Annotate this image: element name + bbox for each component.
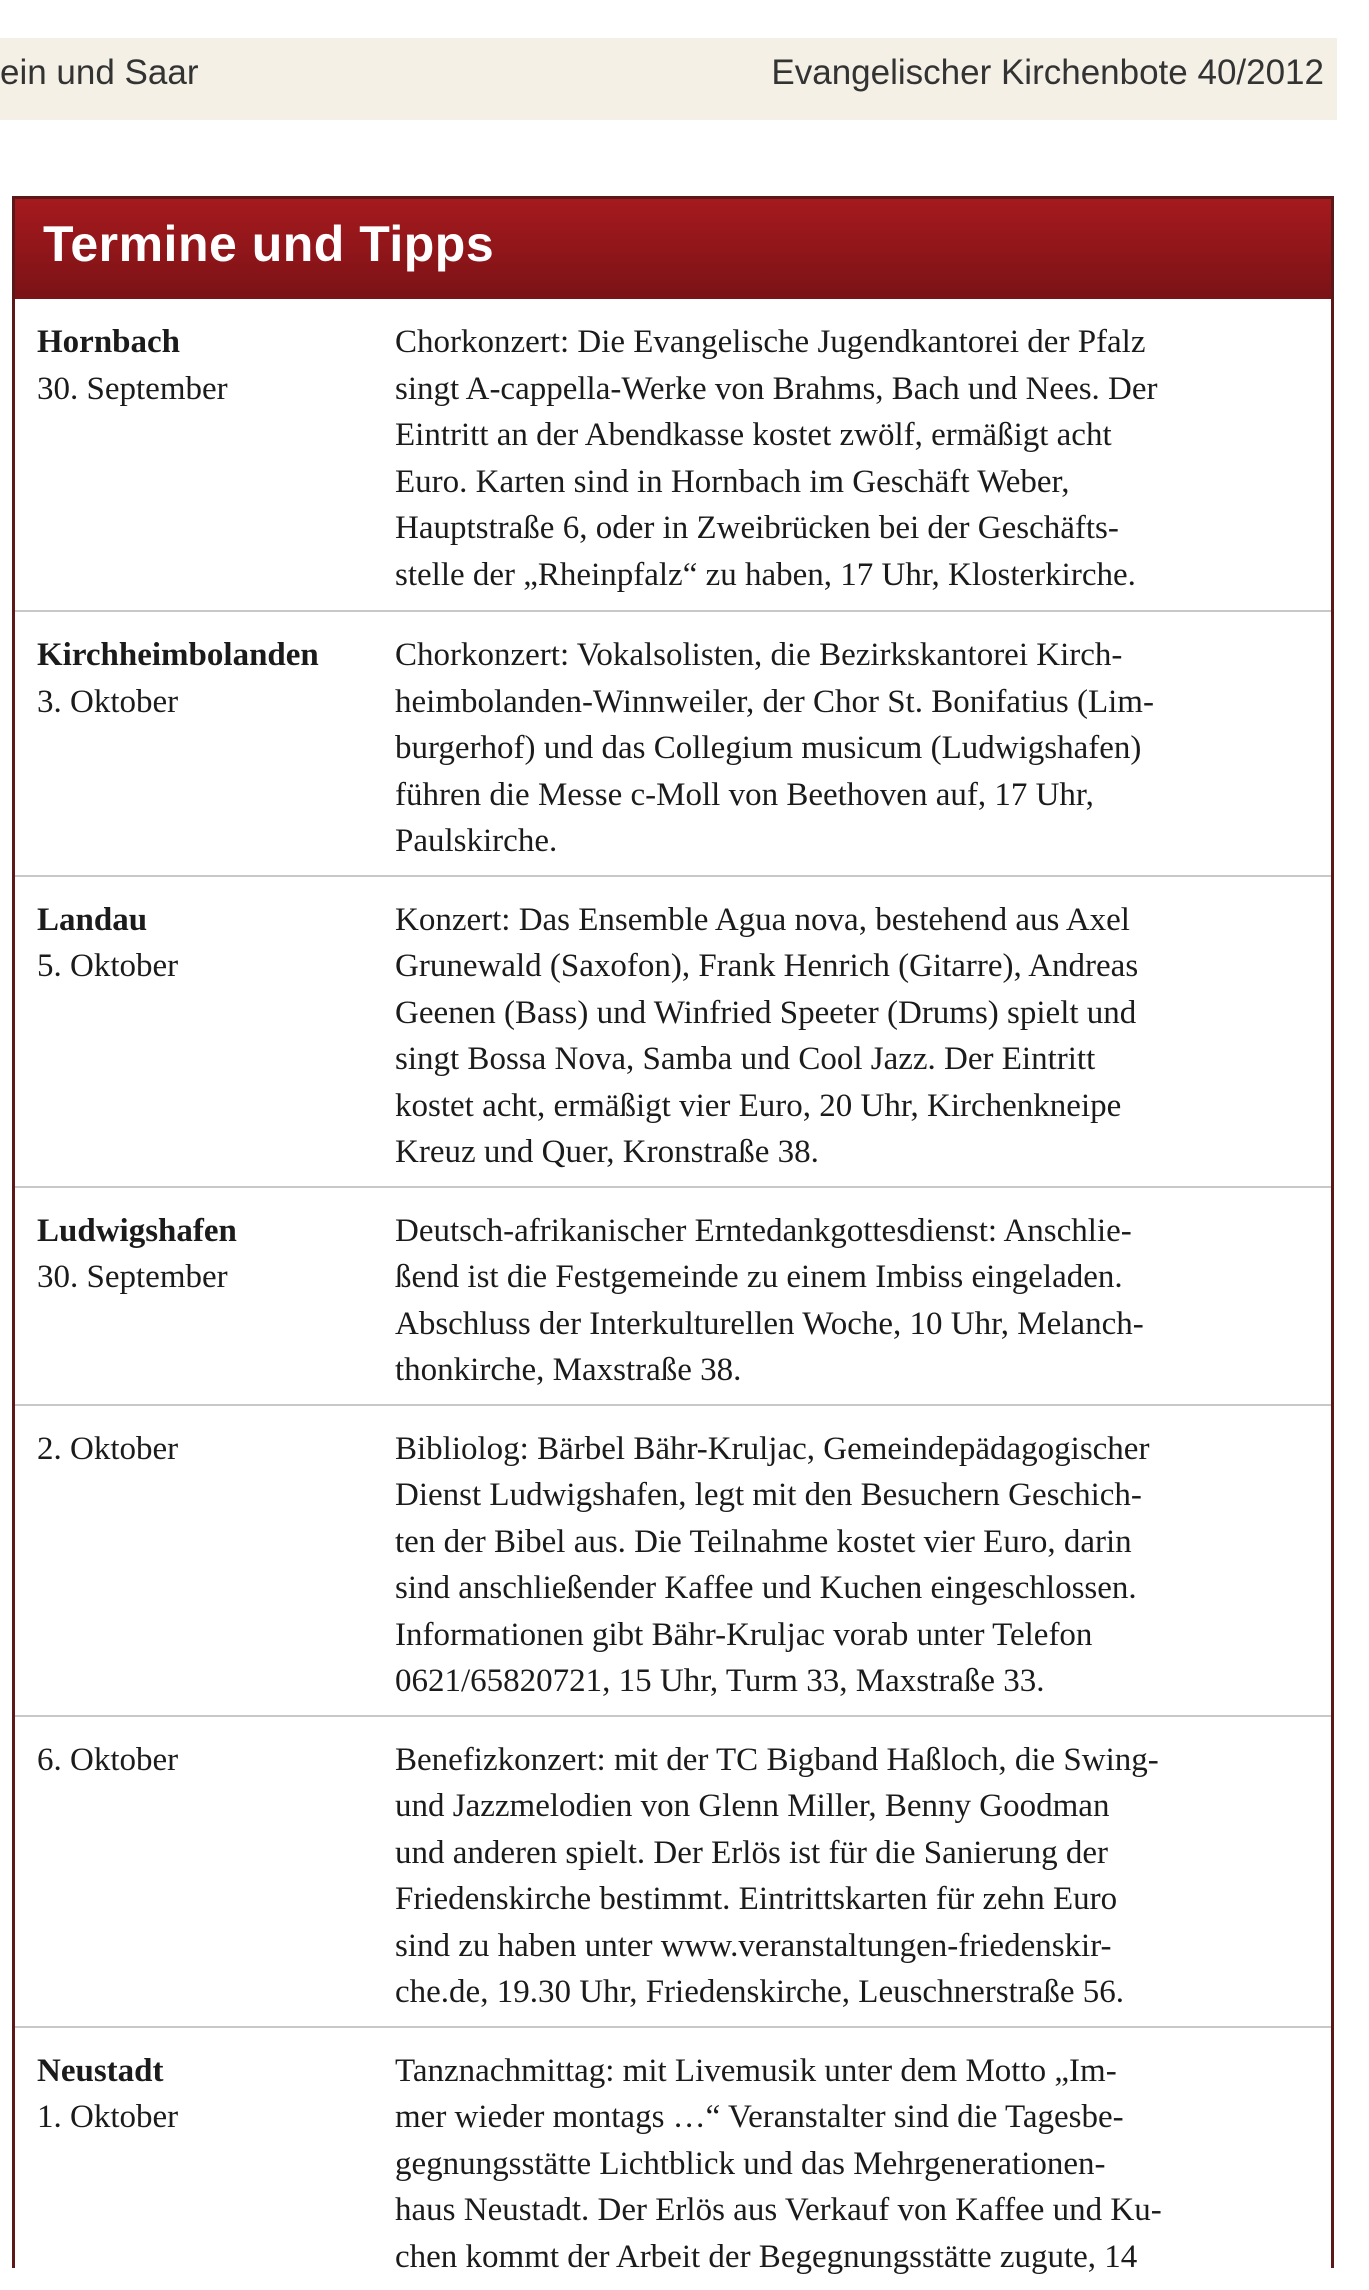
event-description bbox=[395, 1208, 1317, 1394]
event-description-line: haus Neustadt. Der Erlös aus Verkauf von Kaffee und Ku- bbox=[395, 2187, 1317, 2234]
page-header-section: ein und Saar bbox=[0, 53, 198, 93]
event-description-line: Paulskirche. bbox=[395, 818, 1317, 865]
event-description-line: ten der Bibel aus. Die Teilnahme kostet vier Euro, darin bbox=[395, 1519, 1317, 1566]
event-description bbox=[395, 1737, 1317, 2016]
event-meta bbox=[37, 1426, 387, 1473]
event-description-line: Geenen (Bass) und Winfried Speeter (Drums) spielt und bbox=[395, 990, 1317, 1037]
event-place: Neustadt bbox=[37, 2048, 387, 2095]
event-row bbox=[15, 610, 1331, 875]
event-description-line: Friedenskirche bestimmt. Eintrittskarten für zehn Euro bbox=[395, 1876, 1317, 1923]
event-description-line: und Jazzmelodien von Glenn Miller, Benny Goodman bbox=[395, 1783, 1317, 1830]
event-row bbox=[15, 875, 1331, 1186]
event-meta bbox=[37, 897, 387, 990]
event-description bbox=[395, 2048, 1317, 2281]
event-description-line: sind anschließender Kaffee und Kuchen eingeschlossen. bbox=[395, 1565, 1317, 1612]
event-date: 2. Oktober bbox=[37, 1426, 387, 1473]
event-description-line: gegnungsstätte Lichtblick und das Mehrgenerationen- bbox=[395, 2141, 1317, 2188]
event-description-line: Konzert: Das Ensemble Agua nova, bestehend aus Axel bbox=[395, 897, 1317, 944]
event-row bbox=[15, 1186, 1331, 1404]
events-box bbox=[12, 196, 1334, 2268]
event-description bbox=[395, 319, 1317, 598]
event-description-line: ßend ist die Festgemeinde zu einem Imbiss eingeladen. bbox=[395, 1254, 1317, 1301]
event-row bbox=[15, 1404, 1331, 1715]
event-description-line: Euro. Karten sind in Hornbach im Geschäft Weber, bbox=[395, 459, 1317, 506]
event-description-line: Deutsch-afrikanischer Erntedankgottesdienst: Anschlie- bbox=[395, 1208, 1317, 1255]
event-description-line: sind zu haben unter www.veranstaltungen-friedenskir- bbox=[395, 1923, 1317, 1970]
event-meta bbox=[37, 2048, 387, 2141]
event-description-line: Informationen gibt Bähr-Kruljac vorab unter Telefon bbox=[395, 1612, 1317, 1659]
event-description-line: 0621/65820721, 15 Uhr, Turm 33, Maxstraße 33. bbox=[395, 1658, 1317, 1705]
event-row bbox=[15, 299, 1331, 610]
event-description-line: Chorkonzert: Vokalsolisten, die Bezirkskantorei Kirch- bbox=[395, 632, 1317, 679]
event-description-line: Tanznachmittag: mit Livemusik unter dem Motto „Im- bbox=[395, 2048, 1317, 2095]
event-row bbox=[15, 2026, 1331, 2290]
event-row bbox=[15, 1715, 1331, 2026]
event-description bbox=[395, 1426, 1317, 1705]
event-description-line: Kreuz und Quer, Kronstraße 38. bbox=[395, 1129, 1317, 1176]
event-description-line: und anderen spielt. Der Erlös ist für die Sanierung der bbox=[395, 1830, 1317, 1877]
event-description bbox=[395, 897, 1317, 1176]
event-description-line: Chorkonzert: Die Evangelische Jugendkantorei der Pfalz bbox=[395, 319, 1317, 366]
event-list bbox=[15, 299, 1331, 2290]
event-description-line: chen kommt der Arbeit der Begegnungsstätte zugute, 14 bbox=[395, 2234, 1317, 2281]
page-header-publication: Evangelischer Kirchenbote 40/2012 bbox=[771, 53, 1324, 93]
event-place: Ludwigshafen bbox=[37, 1208, 387, 1255]
event-description-line: burgerhof) und das Collegium musicum (Ludwigshafen) bbox=[395, 725, 1317, 772]
event-description-line: Dienst Ludwigshafen, legt mit den Besuchern Geschich- bbox=[395, 1472, 1317, 1519]
event-date: 1. Oktober bbox=[37, 2094, 387, 2141]
event-date: 30. September bbox=[37, 1254, 387, 1301]
event-description-line: che.de, 19.30 Uhr, Friedenskirche, Leuschnerstraße 56. bbox=[395, 1969, 1317, 2016]
event-date: 5. Oktober bbox=[37, 943, 387, 990]
event-description-line: Benefizkonzert: mit der TC Bigband Haßloch, die Swing- bbox=[395, 1737, 1317, 1784]
event-description-line: Eintritt an der Abendkasse kostet zwölf, ermäßigt acht bbox=[395, 412, 1317, 459]
event-description-line: heimbolanden-Winnweiler, der Chor St. Bonifatius (Lim- bbox=[395, 679, 1317, 726]
event-description bbox=[395, 632, 1317, 865]
event-date: 6. Oktober bbox=[37, 1737, 387, 1784]
event-place: Hornbach bbox=[37, 319, 387, 366]
section-title: Termine und Tipps bbox=[43, 215, 494, 273]
event-date: 3. Oktober bbox=[37, 679, 387, 726]
event-description-line: singt A-cappella-Werke von Brahms, Bach und Nees. Der bbox=[395, 366, 1317, 413]
event-description-line: Grunewald (Saxofon), Frank Henrich (Gitarre), Andreas bbox=[395, 943, 1317, 990]
event-meta bbox=[37, 319, 387, 412]
event-description-line: Bibliolog: Bärbel Bähr-Kruljac, Gemeindepädagogischer bbox=[395, 1426, 1317, 1473]
event-description-line: kostet acht, ermäßigt vier Euro, 20 Uhr, Kirchenkneipe bbox=[395, 1083, 1317, 1130]
event-description-line: thonkirche, Maxstraße 38. bbox=[395, 1347, 1317, 1394]
event-date: 30. September bbox=[37, 366, 387, 413]
section-header bbox=[15, 199, 1331, 299]
event-place: Landau bbox=[37, 897, 387, 944]
event-meta bbox=[37, 1208, 387, 1301]
event-place: Kirchheimbolanden bbox=[37, 632, 387, 679]
event-description-line: führen die Messe c-Moll von Beethoven auf, 17 Uhr, bbox=[395, 772, 1317, 819]
event-description-line: stelle der „Rheinpfalz“ zu haben, 17 Uhr, Klosterkirche. bbox=[395, 552, 1317, 599]
event-description-line: Hauptstraße 6, oder in Zweibrücken bei der Geschäfts- bbox=[395, 505, 1317, 552]
event-meta bbox=[37, 632, 387, 725]
event-description-line: Abschluss der Interkulturellen Woche, 10 Uhr, Melanch- bbox=[395, 1301, 1317, 1348]
event-meta bbox=[37, 1737, 387, 1784]
event-description-line: mer wieder montags …“ Veranstalter sind die Tagesbe- bbox=[395, 2094, 1317, 2141]
event-description-line: singt Bossa Nova, Samba und Cool Jazz. Der Eintritt bbox=[395, 1036, 1317, 1083]
